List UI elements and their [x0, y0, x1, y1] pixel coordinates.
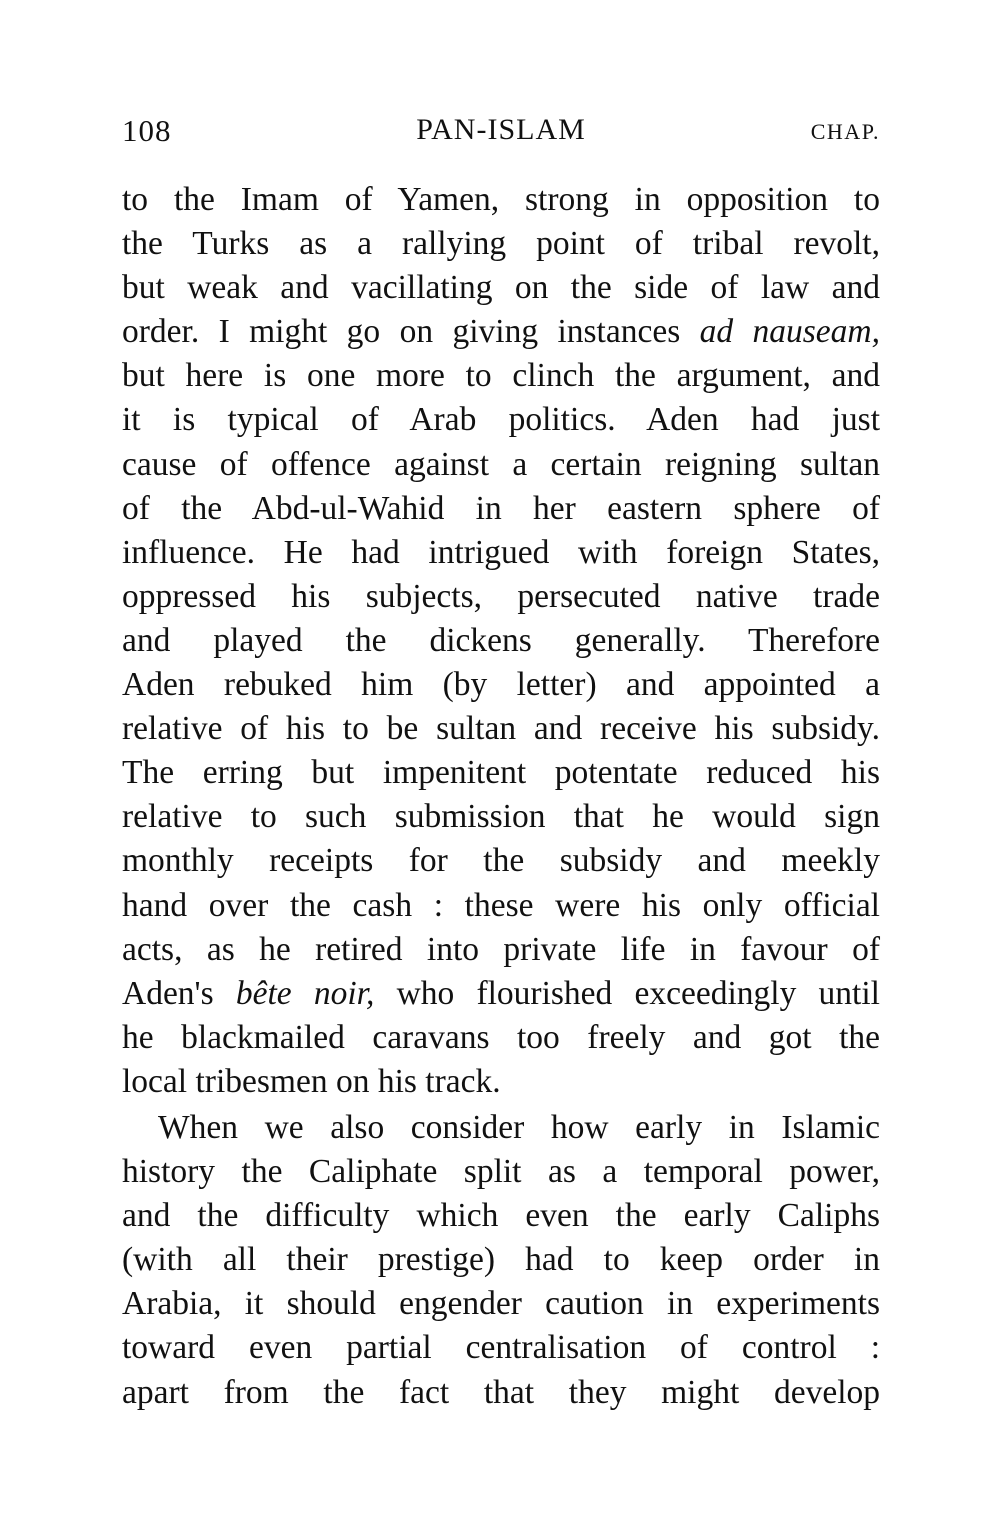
text-line: acts, as he retired into private life in favour of — [122, 930, 880, 968]
text-line: monthly receipts for the subsidy and meekly — [122, 842, 880, 880]
text-line: it is typical of Arab politics. Aden had just — [122, 401, 880, 439]
text-line: the Turks as a rallying point of tribal revolt, — [122, 225, 880, 263]
text-line: to the Imam of Yamen, strong in opposition to — [122, 181, 880, 218]
text-line: cause of offence against a certain reigning sultan — [122, 445, 880, 483]
text-line: hand over the cash : these were his only official — [122, 886, 880, 924]
paragraph-1 — [122, 178, 880, 1104]
text-line: of the Abd-ul-Wahid in her eastern sphere of — [122, 489, 880, 527]
text-line — [122, 310, 880, 354]
text-line: history the Caliphate split as a temporal power, — [122, 1153, 880, 1191]
text-line — [122, 972, 880, 1016]
text-line: (with all their prestige) had to keep order in — [122, 1241, 880, 1279]
italic-phrase: ad nauseam, — [699, 313, 880, 351]
text-line: When we also consider how early in Islamic — [158, 1108, 880, 1146]
text-run: who flourished exceedingly until — [374, 974, 880, 1012]
text-line: Aden rebuked him (by letter) and appointed a — [122, 666, 880, 704]
text-line: local tribesmen on his track. — [122, 1062, 501, 1100]
text-line: relative to such submission that he would sign — [122, 798, 880, 836]
text-line: and played the dickens generally. Therefore — [122, 621, 880, 659]
running-head — [122, 113, 880, 153]
text-line: toward even partial centralisation of control : — [122, 1329, 880, 1367]
text-line: oppressed his subjects, persecuted native trade — [122, 577, 880, 615]
text-line: Arabia, it should engender caution in experiments — [122, 1285, 880, 1323]
running-title: PAN-ISLAM — [416, 113, 586, 146]
text-run: order. I might go on giving instances — [122, 313, 700, 351]
text-line: but here is one more to clinch the argument, and — [122, 357, 880, 395]
text-run: Aden's — [122, 974, 236, 1012]
text-line: and the difficulty which even the early Caliphs — [122, 1197, 880, 1235]
text-line: apart from the fact that they might develop — [122, 1373, 880, 1411]
body-text — [122, 178, 880, 1415]
text-line: but weak and vacillating on the side of law and — [122, 269, 880, 307]
italic-phrase: bête noir, — [235, 974, 375, 1012]
text-line: relative of his to be sultan and receive his subsidy. — [122, 710, 880, 748]
text-line: influence. He had intrigued with foreign States, — [122, 533, 880, 571]
text-line: he blackmailed caravans too freely and got the — [122, 1018, 880, 1056]
page-number: 108 — [122, 113, 172, 148]
chapter-label: CHAP. — [810, 119, 880, 144]
text-line: The erring but impenitent potentate reduced his — [122, 754, 880, 792]
paragraph-2 — [122, 1106, 880, 1415]
